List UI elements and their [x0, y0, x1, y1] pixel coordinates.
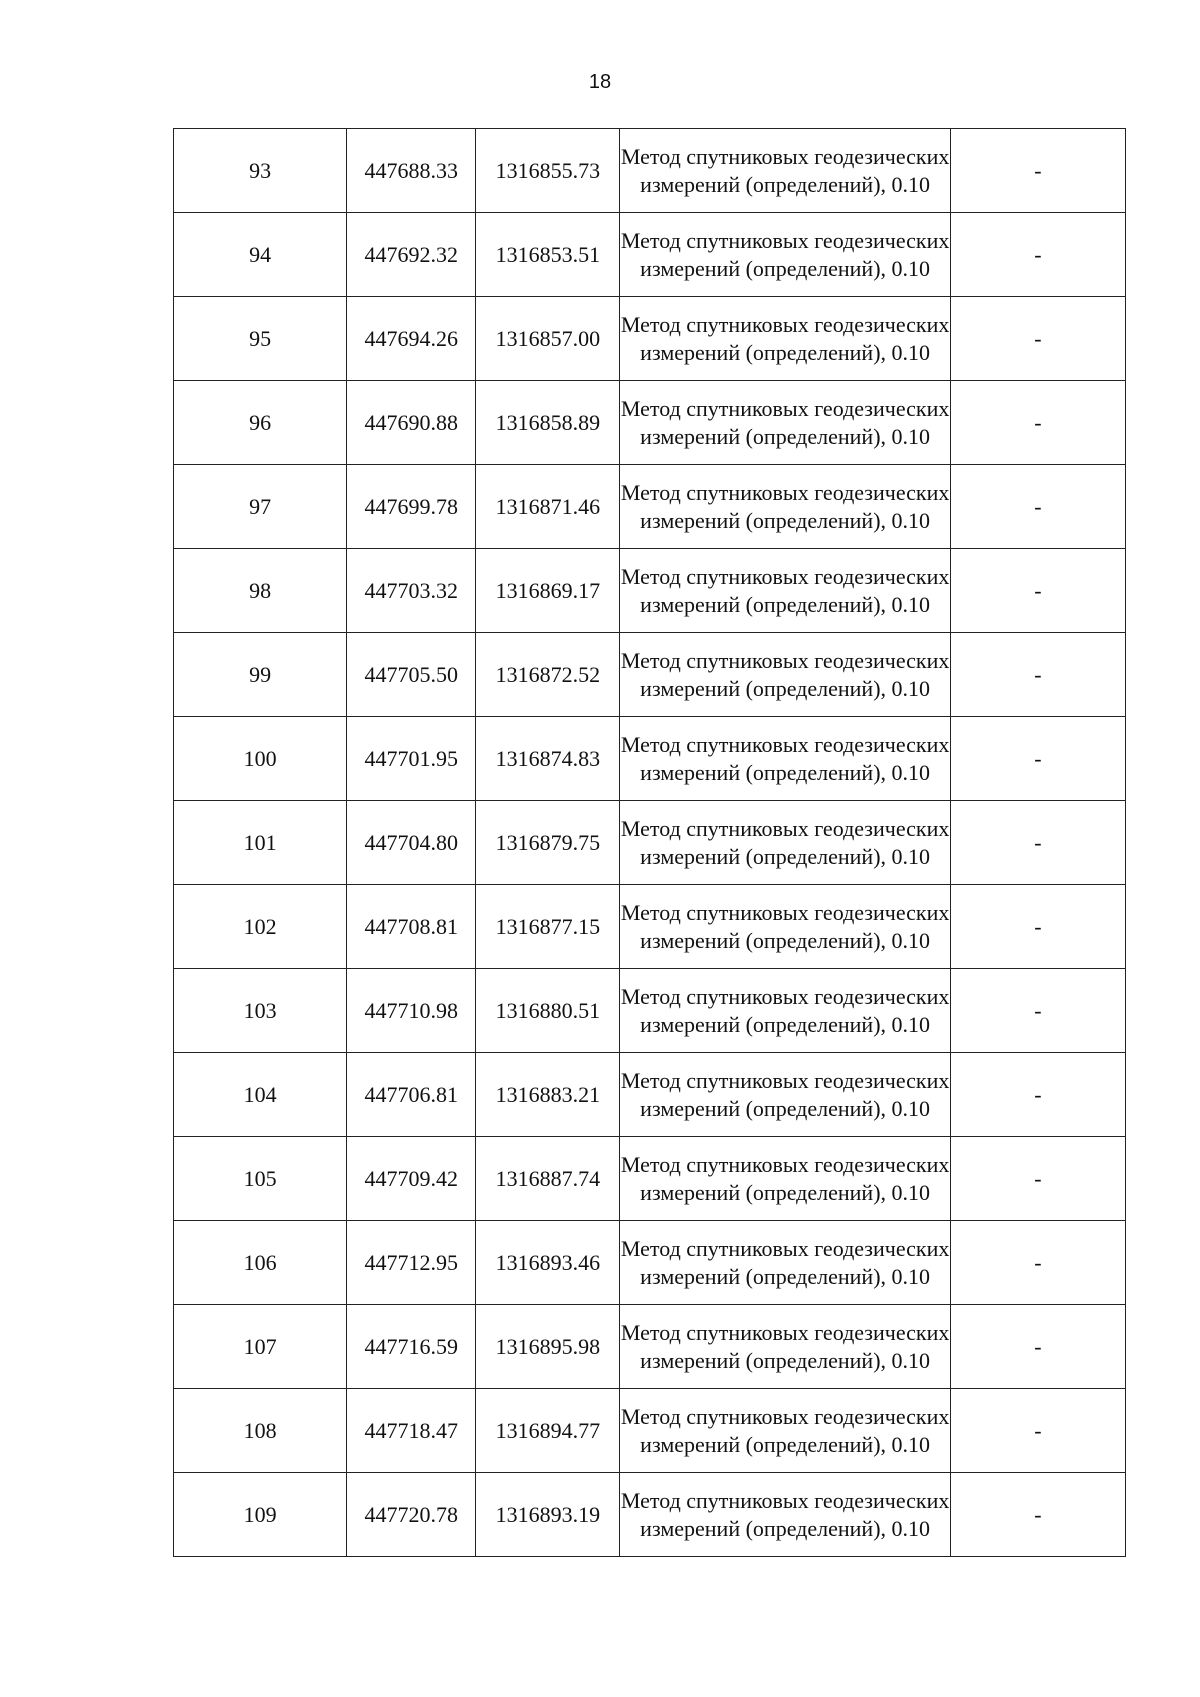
- method-cell: Метод спутниковых геодезических измерений (определений), 0.10: [620, 1305, 950, 1389]
- point-number-cell: 102: [174, 885, 347, 969]
- table-row: [174, 381, 1126, 465]
- point-number-cell: 96: [174, 381, 347, 465]
- x-coordinate-cell: 447718.47: [347, 1389, 476, 1473]
- x-coordinate-cell: 447690.88: [347, 381, 476, 465]
- method-cell: Метод спутниковых геодезических измерений (определений), 0.10: [620, 129, 950, 213]
- note-cell: -: [950, 801, 1125, 885]
- method-cell: Метод спутниковых геодезических измерений (определений), 0.10: [620, 1137, 950, 1221]
- note-cell: -: [950, 633, 1125, 717]
- method-cell: Метод спутниковых геодезических измерений (определений), 0.10: [620, 1053, 950, 1137]
- method-cell: Метод спутниковых геодезических измерений (определений), 0.10: [620, 633, 950, 717]
- note-cell: -: [950, 129, 1125, 213]
- table-row: [174, 213, 1126, 297]
- x-coordinate-cell: 447720.78: [347, 1473, 476, 1557]
- point-number-cell: 101: [174, 801, 347, 885]
- table-row: [174, 717, 1126, 801]
- y-coordinate-cell: 1316880.51: [476, 969, 620, 1053]
- coordinates-table-body: [174, 129, 1126, 1557]
- method-cell: Метод спутниковых геодезических измерений (определений), 0.10: [620, 1221, 950, 1305]
- point-number-cell: 97: [174, 465, 347, 549]
- y-coordinate-cell: 1316893.19: [476, 1473, 620, 1557]
- point-number-cell: 104: [174, 1053, 347, 1137]
- point-number-cell: 100: [174, 717, 347, 801]
- x-coordinate-cell: 447712.95: [347, 1221, 476, 1305]
- y-coordinate-cell: 1316877.15: [476, 885, 620, 969]
- table-row: [174, 129, 1126, 213]
- method-cell: Метод спутниковых геодезических измерений (определений), 0.10: [620, 381, 950, 465]
- coordinates-table: [173, 128, 1126, 1557]
- x-coordinate-cell: 447699.78: [347, 465, 476, 549]
- note-cell: -: [950, 1389, 1125, 1473]
- y-coordinate-cell: 1316855.73: [476, 129, 620, 213]
- point-number-cell: 98: [174, 549, 347, 633]
- y-coordinate-cell: 1316853.51: [476, 213, 620, 297]
- table-row: [174, 1137, 1126, 1221]
- note-cell: -: [950, 297, 1125, 381]
- note-cell: -: [950, 213, 1125, 297]
- point-number-cell: 106: [174, 1221, 347, 1305]
- x-coordinate-cell: 447688.33: [347, 129, 476, 213]
- table-row: [174, 549, 1126, 633]
- method-cell: Метод спутниковых геодезических измерений (определений), 0.10: [620, 1473, 950, 1557]
- note-cell: -: [950, 549, 1125, 633]
- x-coordinate-cell: 447706.81: [347, 1053, 476, 1137]
- method-cell: Метод спутниковых геодезических измерений (определений), 0.10: [620, 549, 950, 633]
- x-coordinate-cell: 447710.98: [347, 969, 476, 1053]
- method-cell: Метод спутниковых геодезических измерений (определений), 0.10: [620, 885, 950, 969]
- point-number-cell: 95: [174, 297, 347, 381]
- method-cell: Метод спутниковых геодезических измерений (определений), 0.10: [620, 465, 950, 549]
- table-row: [174, 1473, 1126, 1557]
- y-coordinate-cell: 1316869.17: [476, 549, 620, 633]
- point-number-cell: 108: [174, 1389, 347, 1473]
- table-row: [174, 633, 1126, 717]
- note-cell: -: [950, 381, 1125, 465]
- table-row: [174, 969, 1126, 1053]
- table-row: [174, 1221, 1126, 1305]
- y-coordinate-cell: 1316871.46: [476, 465, 620, 549]
- point-number-cell: 99: [174, 633, 347, 717]
- note-cell: -: [950, 969, 1125, 1053]
- note-cell: -: [950, 1221, 1125, 1305]
- y-coordinate-cell: 1316883.21: [476, 1053, 620, 1137]
- point-number-cell: 105: [174, 1137, 347, 1221]
- note-cell: -: [950, 1137, 1125, 1221]
- x-coordinate-cell: 447704.80: [347, 801, 476, 885]
- method-cell: Метод спутниковых геодезических измерений (определений), 0.10: [620, 1389, 950, 1473]
- method-cell: Метод спутниковых геодезических измерений (определений), 0.10: [620, 969, 950, 1053]
- method-cell: Метод спутниковых геодезических измерений (определений), 0.10: [620, 213, 950, 297]
- point-number-cell: 107: [174, 1305, 347, 1389]
- point-number-cell: 94: [174, 213, 347, 297]
- y-coordinate-cell: 1316895.98: [476, 1305, 620, 1389]
- y-coordinate-cell: 1316887.74: [476, 1137, 620, 1221]
- page-number: 18: [588, 71, 612, 93]
- x-coordinate-cell: 447703.32: [347, 549, 476, 633]
- x-coordinate-cell: 447694.26: [347, 297, 476, 381]
- table-row: [174, 1389, 1126, 1473]
- y-coordinate-cell: 1316857.00: [476, 297, 620, 381]
- note-cell: -: [950, 1305, 1125, 1389]
- x-coordinate-cell: 447708.81: [347, 885, 476, 969]
- table-row: [174, 1305, 1126, 1389]
- note-cell: -: [950, 465, 1125, 549]
- y-coordinate-cell: 1316858.89: [476, 381, 620, 465]
- method-cell: Метод спутниковых геодезических измерений (определений), 0.10: [620, 801, 950, 885]
- x-coordinate-cell: 447692.32: [347, 213, 476, 297]
- table-row: [174, 297, 1126, 381]
- table-row: [174, 465, 1126, 549]
- x-coordinate-cell: 447716.59: [347, 1305, 476, 1389]
- point-number-cell: 103: [174, 969, 347, 1053]
- x-coordinate-cell: 447701.95: [347, 717, 476, 801]
- x-coordinate-cell: 447709.42: [347, 1137, 476, 1221]
- note-cell: -: [950, 885, 1125, 969]
- point-number-cell: 109: [174, 1473, 347, 1557]
- method-cell: Метод спутниковых геодезических измерений (определений), 0.10: [620, 297, 950, 381]
- y-coordinate-cell: 1316872.52: [476, 633, 620, 717]
- y-coordinate-cell: 1316874.83: [476, 717, 620, 801]
- table-row: [174, 1053, 1126, 1137]
- point-number-cell: 93: [174, 129, 347, 213]
- note-cell: -: [950, 1053, 1125, 1137]
- y-coordinate-cell: 1316894.77: [476, 1389, 620, 1473]
- y-coordinate-cell: 1316879.75: [476, 801, 620, 885]
- note-cell: -: [950, 1473, 1125, 1557]
- table-row: [174, 801, 1126, 885]
- y-coordinate-cell: 1316893.46: [476, 1221, 620, 1305]
- note-cell: -: [950, 717, 1125, 801]
- table-row: [174, 885, 1126, 969]
- method-cell: Метод спутниковых геодезических измерений (определений), 0.10: [620, 717, 950, 801]
- x-coordinate-cell: 447705.50: [347, 633, 476, 717]
